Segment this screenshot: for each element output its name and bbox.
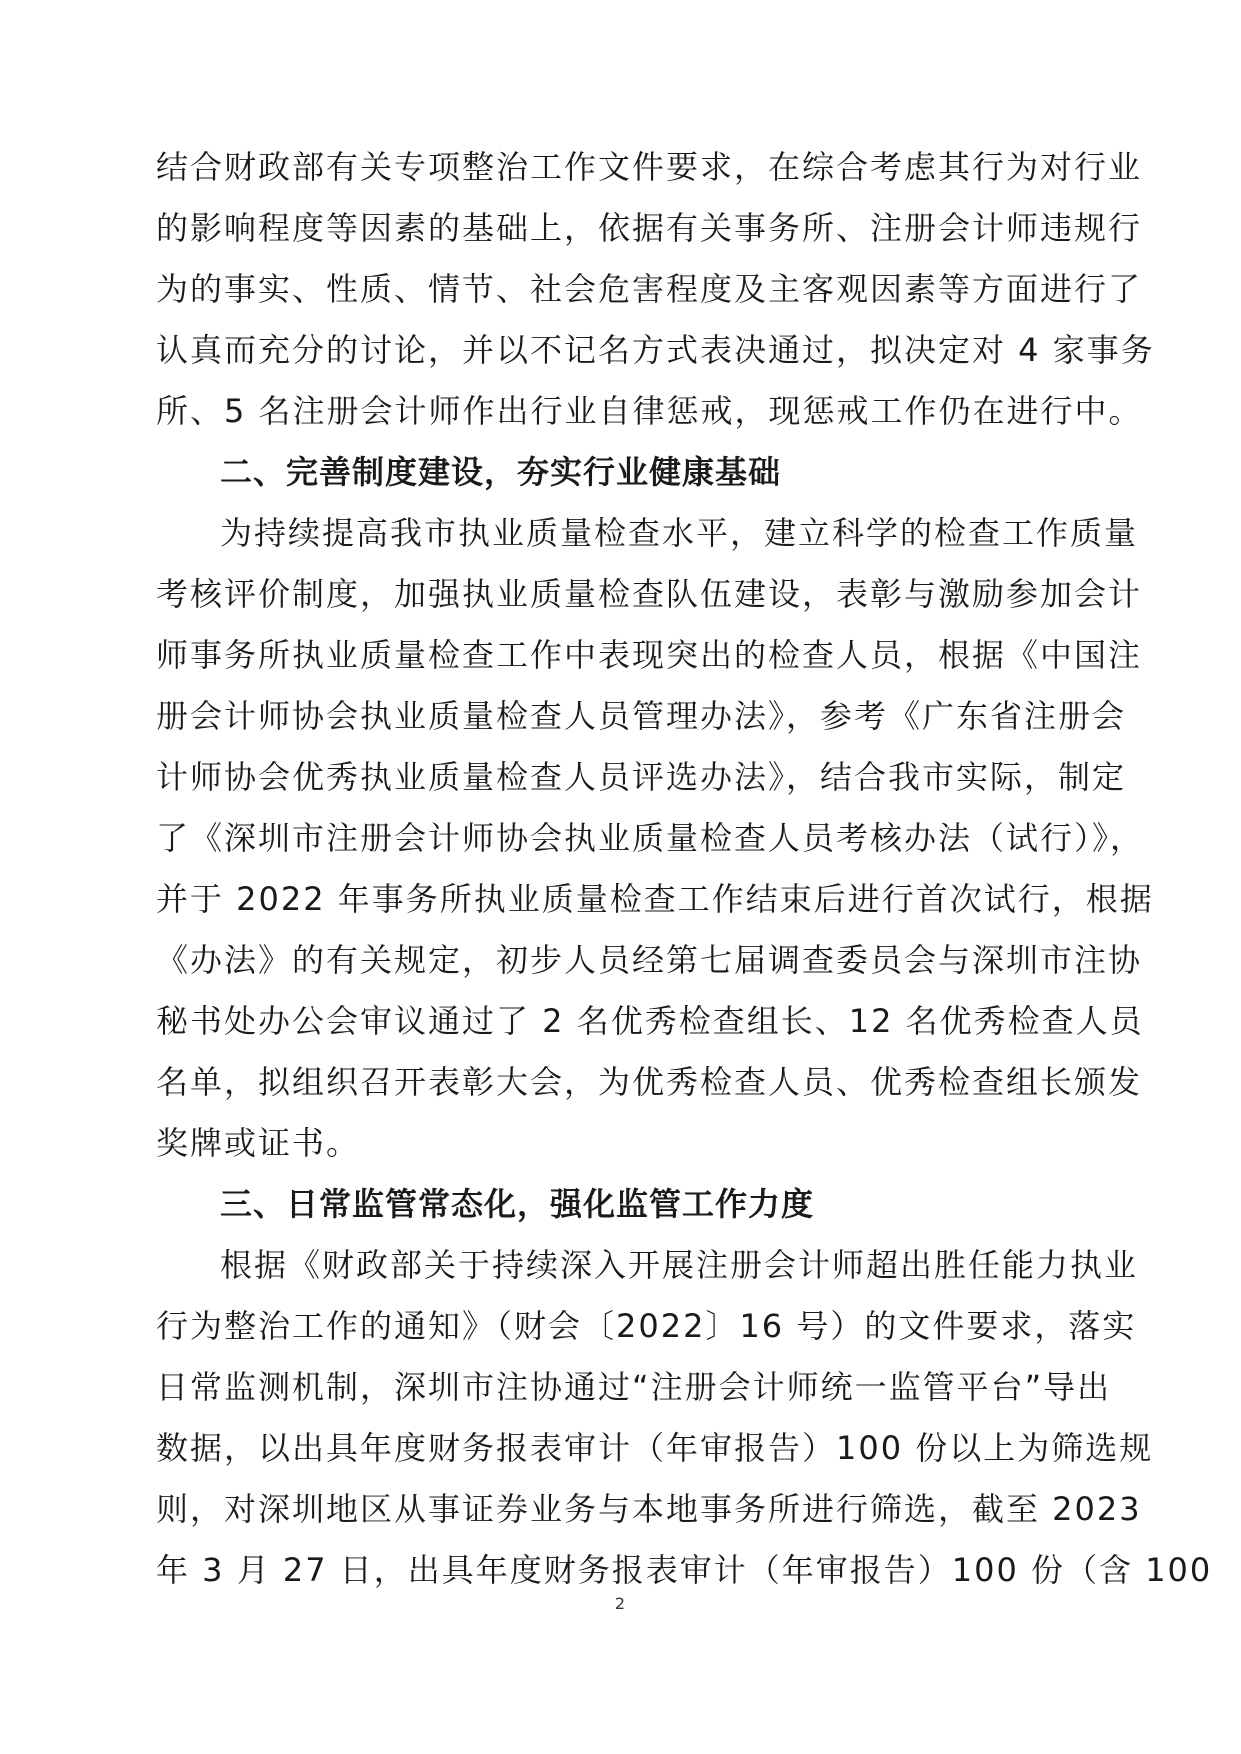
paragraph-line: 认真而充分的讨论，并以不记名方式表决通过，拟决定对 4 家事务 bbox=[156, 331, 1155, 369]
paragraph-line: 名单，拟组织召开表彰大会，为优秀检查人员、优秀检查组长颁发 bbox=[156, 1063, 1143, 1101]
section-heading-3: 三、日常监管常态化，强化监管工作力度 bbox=[220, 1185, 815, 1223]
paragraph-line: 结合财政部有关专项整治工作文件要求，在综合考虑其行为对行业 bbox=[156, 148, 1143, 186]
paragraph-line: 计师协会优秀执业质量检查人员评选办法》，结合我市实际，制定 bbox=[156, 758, 1127, 796]
paragraph-line: 的影响程度等因素的基础上，依据有关事务所、注册会计师违规行 bbox=[156, 209, 1143, 247]
paragraph-line: 了《深圳市注册会计师协会执业质量检查人员考核办法（试行）》， bbox=[156, 819, 1145, 857]
paragraph-line: 为的事实、性质、情节、社会危害程度及主客观因素等方面进行了 bbox=[156, 270, 1143, 308]
paragraph-line: 则，对深圳地区从事证券业务与本地事务所进行筛选，截至 2023 bbox=[156, 1490, 1142, 1528]
paragraph-line: 根据《财政部关于持续深入开展注册会计师超出胜任能力执业 bbox=[220, 1246, 1139, 1284]
paragraph-line: 奖牌或证书。 bbox=[156, 1124, 361, 1162]
paragraph-line: 师事务所执业质量检查工作中表现突出的检查人员，根据《中国注 bbox=[156, 636, 1143, 674]
paragraph-line: 所、5 名注册会计师作出行业自律惩戒，现惩戒工作仍在进行中。 bbox=[156, 392, 1143, 430]
paragraph-line: 《办法》的有关规定，初步人员经第七届调查委员会与深圳市注协 bbox=[156, 941, 1143, 979]
paragraph-line: 册会计师协会执业质量检查人员管理办法》，参考《广东省注册会 bbox=[156, 697, 1127, 735]
page-number: 2 bbox=[614, 1594, 626, 1613]
paragraph-line: 行为整治工作的通知》（财会〔2022〕16 号）的文件要求，落实 bbox=[156, 1307, 1137, 1345]
paragraph-line: 并于 2022 年事务所执业质量检查工作结束后进行首次试行，根据 bbox=[156, 880, 1154, 918]
paragraph-line: 数据，以出具年度财务报表审计（年审报告）100 份以上为筛选规 bbox=[156, 1429, 1154, 1467]
paragraph-line: 日常监测机制，深圳市注协通过“注册会计师统一监管平台”导出 bbox=[156, 1368, 1112, 1406]
paragraph-line: 为持续提高我市执业质量检查水平，建立科学的检查工作质量 bbox=[220, 514, 1139, 552]
paragraph-line: 秘书处办公会审议通过了 2 名优秀检查组长、12 名优秀检查人员 bbox=[156, 1002, 1144, 1040]
paragraph-line: 考核评价制度，加强执业质量检查队伍建设，表彰与激励参加会计 bbox=[156, 575, 1143, 613]
section-heading-2: 二、完善制度建设，夯实行业健康基础 bbox=[220, 453, 782, 491]
paragraph-line: 年 3 月 27 日，出具年度财务报表审计（年审报告）100 份（含 100 bbox=[156, 1551, 1213, 1589]
